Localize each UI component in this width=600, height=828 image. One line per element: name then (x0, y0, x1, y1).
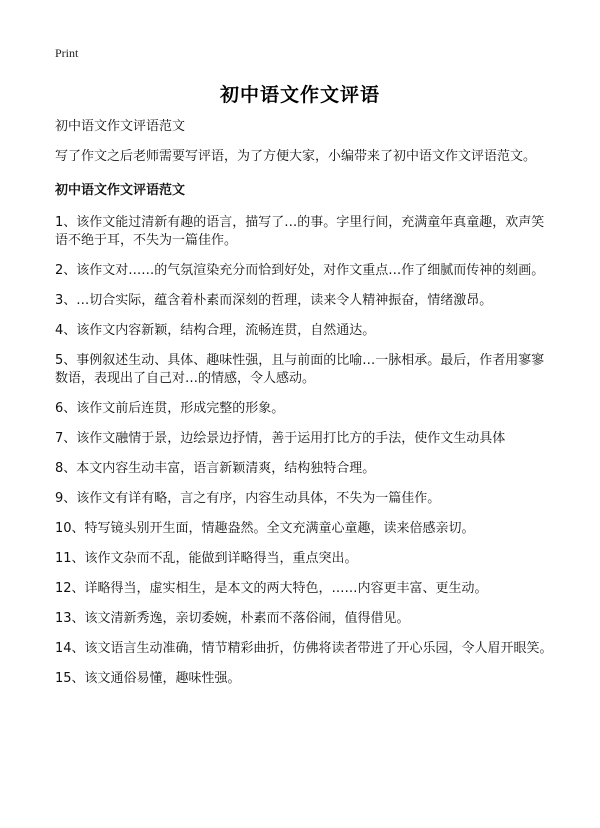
comment-item-15: 15、该文通俗易懂，趣味性强。 (55, 671, 241, 686)
comment-list (55, 214, 555, 688)
comment-item-9: 9、该作文有详有略，言之有序，内容生动具体，不失为一篇佳作。 (55, 491, 441, 506)
comment-item-4: 4、该作文内容新颖，结构合理，流畅连贯，自然通达。 (55, 323, 376, 338)
page-title: 初中语文作文评语 (219, 84, 380, 106)
section-heading: 初中语文作文评语范文 (55, 183, 186, 198)
document-subtitle: 初中语文作文评语范文 (55, 119, 186, 134)
comment-item-13: 13、该文清新秀逸，亲切委婉，朴素而不落俗闹，值得借见。 (55, 611, 410, 626)
comment-item-14: 14、该文语言生动准确，情节精彩曲折，仿佛将读者带进了开心乐园，令人眉开眼笑。 (55, 641, 553, 656)
comment-item-8: 8、本文内容生动丰富，语言新颖清爽，结构独特合理。 (55, 461, 376, 476)
comment-item-3: 3、…切合实际，蕴含着朴素而深刻的哲理，读来令人精神振奋，情绪激昂。 (55, 293, 493, 308)
comment-item-5: 5、事例叙述生动、具体、趣味性强，且与前面的比喻…一脉相承。最后，作者用寥寥数语，表现出了自己对…的情感，令人感动。 (55, 353, 545, 386)
comment-item-11: 11、该作文杂而不乱，能做到详略得当，重点突出。 (55, 551, 358, 566)
comment-item-7: 7、该作文融情于景，边绘景边抒情，善于运用打比方的手法，使作文生动具体 (55, 431, 506, 446)
print-label: Print (55, 46, 79, 60)
comment-item-12: 12、详略得当，虚实相生，是本文的两大特色，……内容更丰富、更生动。 (55, 581, 488, 596)
document-body (55, 118, 555, 700)
comment-item-6: 6、该作文前后连贯，形成完整的形象。 (55, 401, 285, 416)
intro-paragraph: 写了作文之后老师需要写评语，为了方便大家，小编带来了初中语文作文评语范文。 (55, 149, 537, 164)
comment-item-10: 10、特写镜头别开生面，情趣盎然。全文充满童心童趣，读来倍感亲切。 (55, 521, 475, 536)
comment-item-1: 1、该作文能过清新有趣的语言，描写了…的事。字里行间，充满童年真童趣，欢声笑语不绝于耳，不失为一篇佳作。 (55, 215, 545, 248)
comment-item-2: 2、该作文对……的气氛渲染充分而恰到好处，对作文重点…作了细腻而传神的刻画。 (55, 263, 545, 278)
